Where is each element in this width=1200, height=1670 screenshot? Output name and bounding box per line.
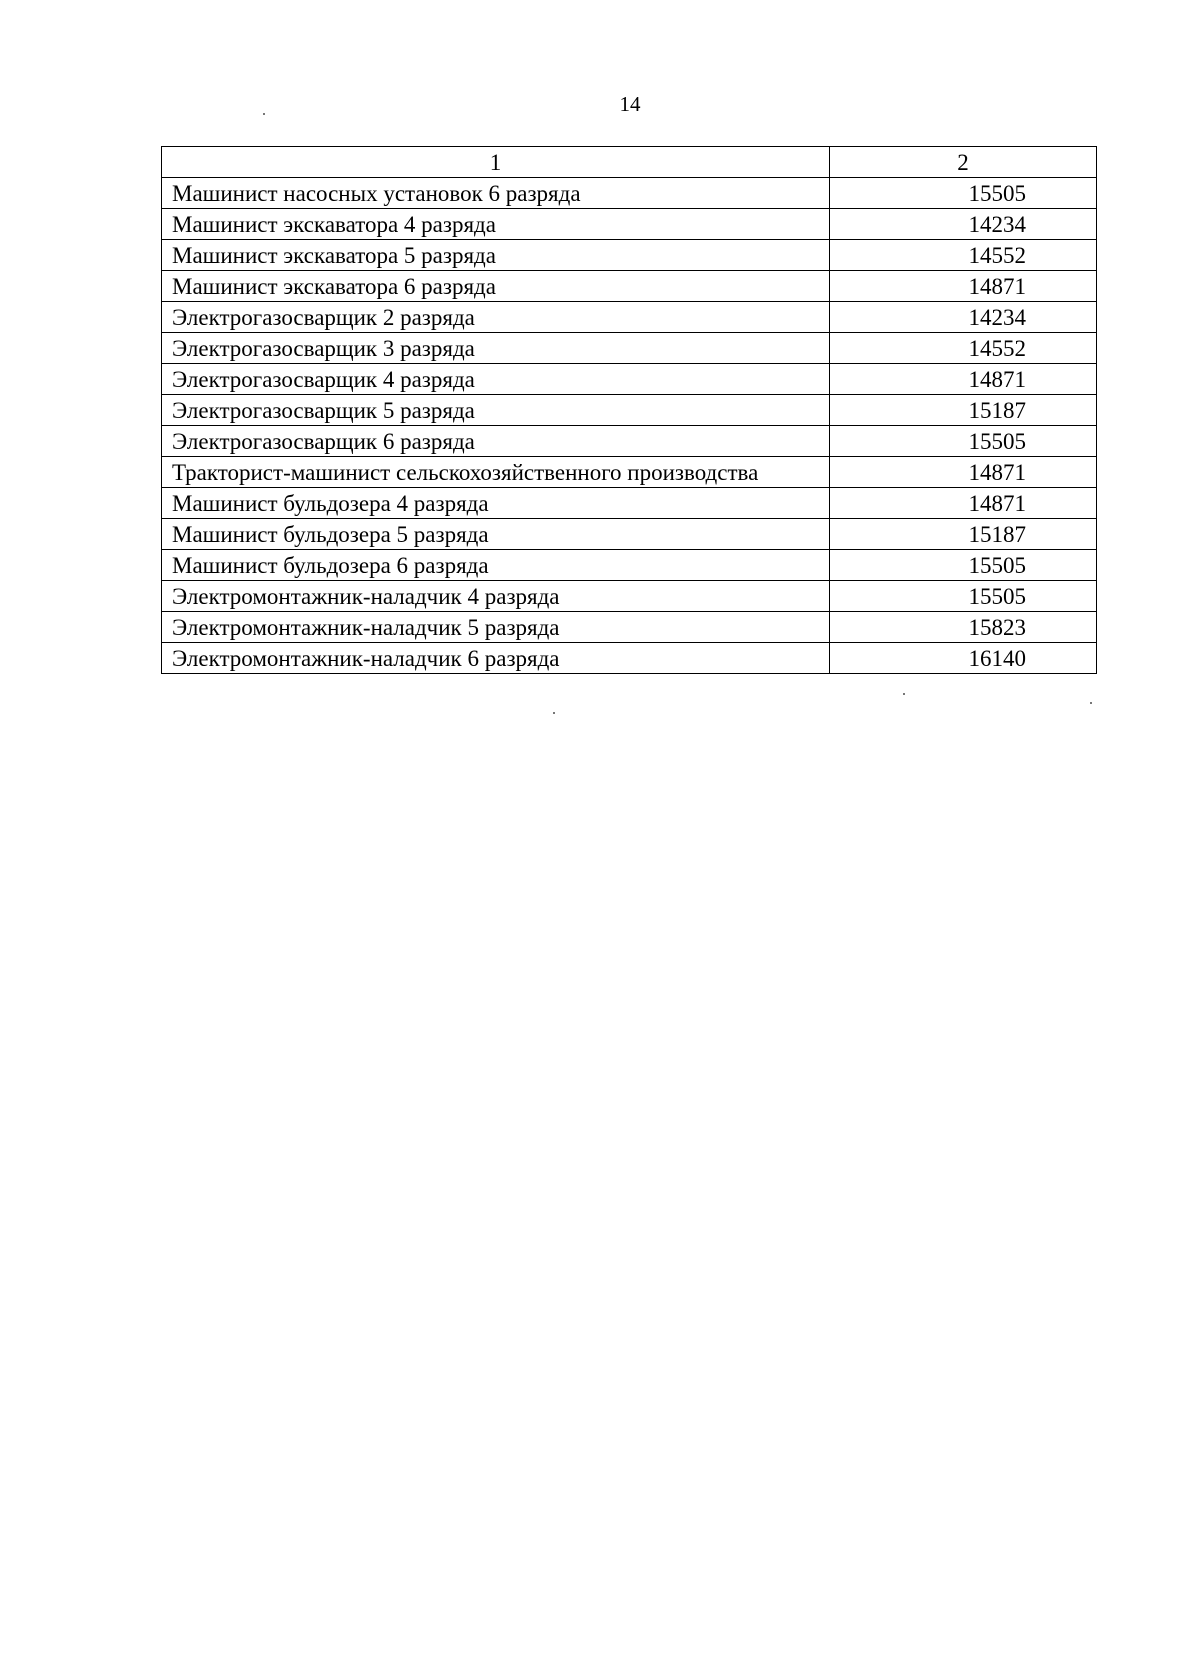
table-row (162, 612, 1097, 643)
table-row (162, 581, 1097, 612)
row-name: Электромонтажник-наладчик 4 разряда (162, 581, 830, 612)
row-name: Машинист насосных установок 6 разряда (162, 178, 830, 209)
table-row (162, 333, 1097, 364)
row-value: 14552 (830, 333, 1097, 364)
row-value: 15505 (830, 550, 1097, 581)
row-name: Электрогазосварщик 2 разряда (162, 302, 830, 333)
row-value: 14552 (830, 240, 1097, 271)
row-name: Электрогазосварщик 4 разряда (162, 364, 830, 395)
row-name: Электрогазосварщик 5 разряда (162, 395, 830, 426)
row-name: Машинист экскаватора 6 разряда (162, 271, 830, 302)
table-row (162, 178, 1097, 209)
row-value: 14871 (830, 457, 1097, 488)
row-value: 16140 (830, 643, 1097, 674)
table-row (162, 240, 1097, 271)
row-value: 15823 (830, 612, 1097, 643)
table-row (162, 395, 1097, 426)
row-name: Машинист бульдозера 4 разряда (162, 488, 830, 519)
table-row (162, 426, 1097, 457)
row-value: 14871 (830, 488, 1097, 519)
table-row (162, 364, 1097, 395)
page-number: 14 (619, 92, 641, 116)
wage-table (161, 146, 1097, 674)
scan-speck (553, 712, 555, 714)
scan-speck (1090, 702, 1092, 704)
header-cell-2: 2 (830, 147, 1097, 178)
row-value: 15187 (830, 395, 1097, 426)
table-row (162, 488, 1097, 519)
row-name: Электрогазосварщик 6 разряда (162, 426, 830, 457)
row-name: Тракторист-машинист сельскохозяйственного производства (162, 457, 830, 488)
row-value: 15187 (830, 519, 1097, 550)
row-value: 15505 (830, 426, 1097, 457)
row-value: 15505 (830, 178, 1097, 209)
scan-speck (903, 693, 905, 695)
row-name: Машинист бульдозера 5 разряда (162, 519, 830, 550)
header-cell-1: 1 (162, 147, 830, 178)
row-value: 15505 (830, 581, 1097, 612)
row-name: Машинист экскаватора 4 разряда (162, 209, 830, 240)
scan-speck (263, 113, 265, 115)
row-value: 14234 (830, 302, 1097, 333)
table-row (162, 519, 1097, 550)
row-name: Машинист бульдозера 6 разряда (162, 550, 830, 581)
row-name: Электромонтажник-наладчик 6 разряда (162, 643, 830, 674)
table-row (162, 643, 1097, 674)
table-header-row (162, 147, 1097, 178)
row-value: 14871 (830, 271, 1097, 302)
table-row (162, 209, 1097, 240)
table-row (162, 457, 1097, 488)
table-row (162, 550, 1097, 581)
table-row (162, 271, 1097, 302)
row-name: Электромонтажник-наладчик 5 разряда (162, 612, 830, 643)
row-name: Электрогазосварщик 3 разряда (162, 333, 830, 364)
row-value: 14871 (830, 364, 1097, 395)
row-name: Машинист экскаватора 5 разряда (162, 240, 830, 271)
row-value: 14234 (830, 209, 1097, 240)
table-row (162, 302, 1097, 333)
